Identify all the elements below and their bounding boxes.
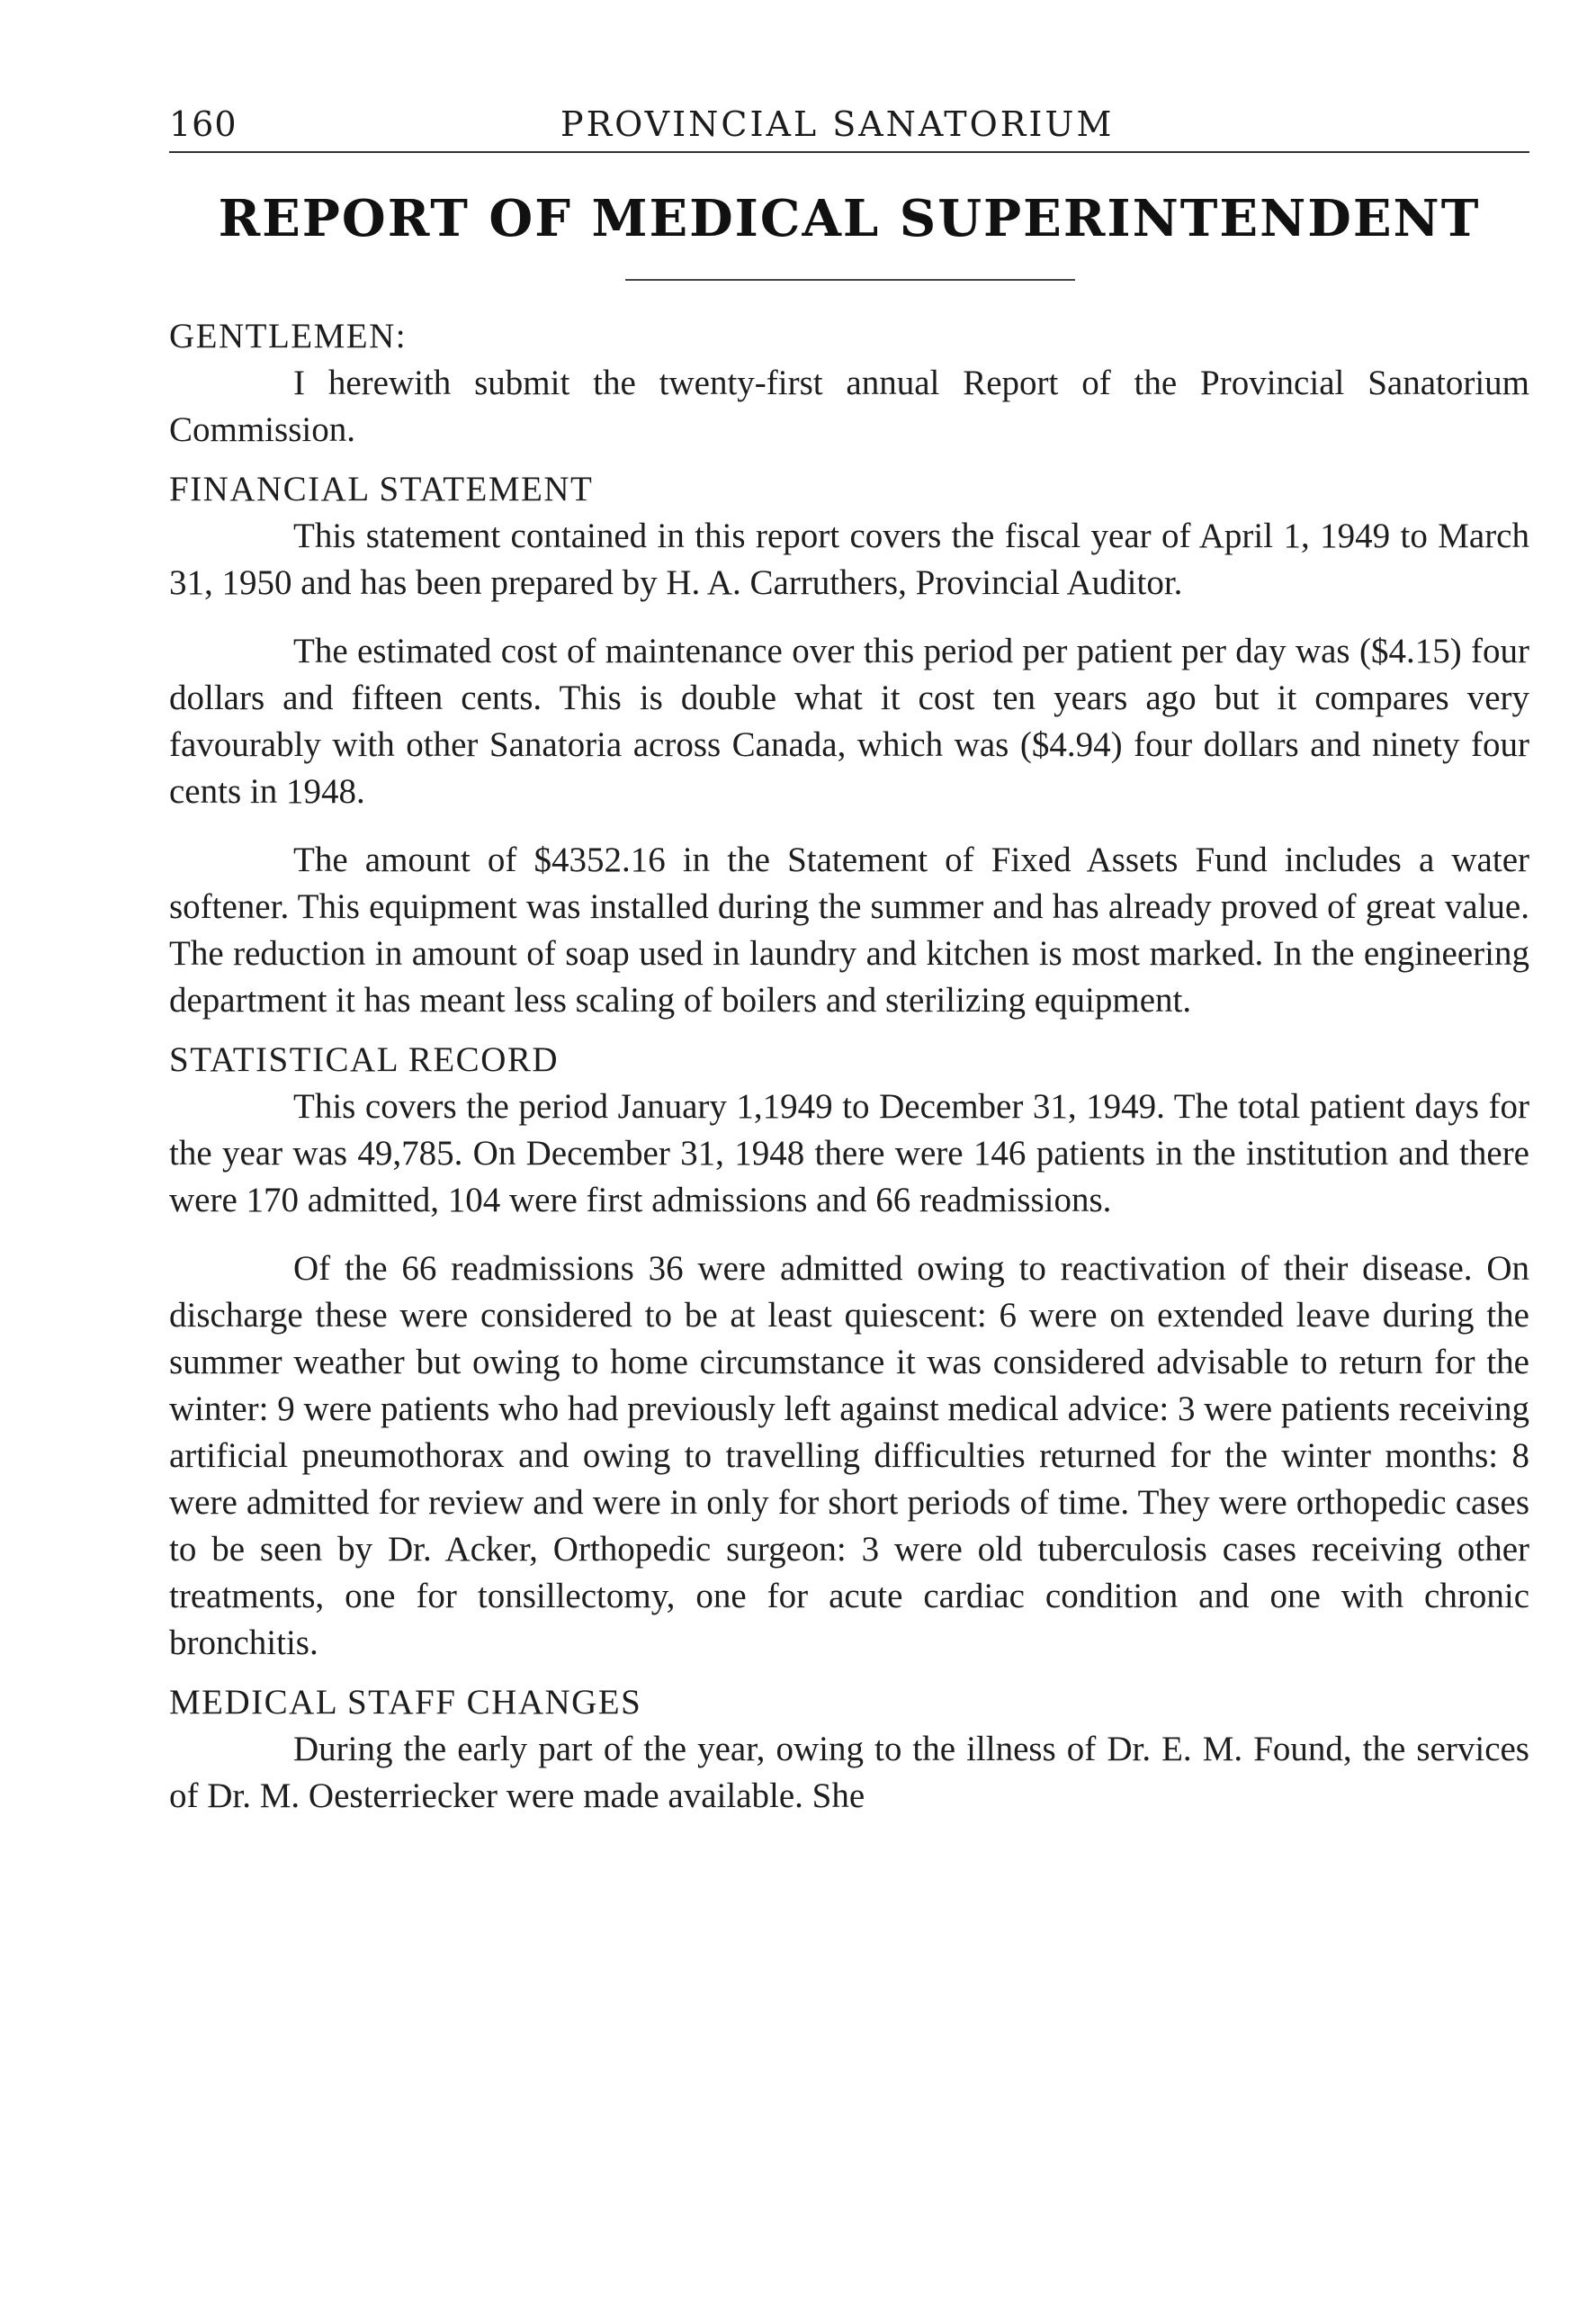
report-title: REPORT OF MEDICAL SUPERINTENDENT	[218, 189, 1481, 248]
section-heading-financial: FINANCIAL STATEMENT	[169, 470, 594, 508]
spacer	[169, 454, 1529, 466]
spacer	[169, 1667, 1529, 1679]
title-rule	[625, 279, 1075, 281]
spacer	[169, 1024, 1529, 1037]
financial-paragraph-1: This statement contained in this report covers the fiscal year of April 1, 1949 to March 31, 1950 and has been prepared by H. A. Carruthers, Provincial Auditor.	[169, 517, 1529, 602]
salutation: GENTLEMEN:	[169, 317, 408, 355]
section-heading-staff: MEDICAL STAFF CHANGES	[169, 1683, 642, 1722]
statistical-paragraph-2: Of the 66 readmissions 36 were admitted owing to reactivation of their disease. On discharge these were considered to be at least quiescent: 6 were on extended leave during the summer weather but owing to home circumstance it was considered advisable to return for the winter: 9 were patients who had previously left against medical advice: 3 were patients receiving artificial pneumothorax and owing to travelling difficulties returned for the winter months: 8 were admitted for review and were in only for short periods of time. They were orthopedic cases to be seen by Dr. Acker, Orthopedic surgeon: 3 were old tuberculosis cases receiving other treatments, one for tonsillectomy, one for acute cardiac condition and one with chronic bronchitis.	[169, 1249, 1529, 1662]
spacer	[169, 1224, 1529, 1245]
page-number: 160	[169, 104, 238, 144]
financial-paragraph-2: The estimated cost of maintenance over this period per patient per day was ($4.15) four dollars and fifteen cents. This is double what it cost ten years ago but it compares very favourably with other Sanatoria across Canada, which was ($4.94) four dollars and ninety four cents in 1948.	[169, 632, 1529, 811]
header-rule	[169, 151, 1529, 153]
intro-paragraph: I herewith submit the twenty-first annual Report of the Provincial Sanatorium Commission.	[169, 364, 1529, 449]
statistical-paragraph-1: This covers the period January 1,1949 to December 31, 1949. The total patient days for the year was 49,785. On December 31, 1948 there were 146 patients in the institution and there were 170 admitted, 104 were first admissions and 66 readmissions.	[169, 1087, 1529, 1219]
staff-paragraph-1: During the early part of the year, owing to the illness of Dr. E. M. Found, the services of Dr. M. Oesterriecker were made available. She	[169, 1730, 1529, 1815]
section-heading-statistical: STATISTICAL RECORD	[169, 1040, 560, 1079]
running-header	[169, 101, 1529, 155]
report-body	[169, 313, 1529, 1820]
spacer	[169, 815, 1529, 837]
spacer	[169, 607, 1529, 628]
running-title: PROVINCIAL SANATORIUM	[560, 104, 1115, 144]
financial-paragraph-3: The amount of $4352.16 in the Statement of Fixed Assets Fund includes a water softener. This equipment was installed during the summer and has already proved of great value. The reduction in amount of soap used in laundry and kitchen is most marked. In the engineering department it has meant less scaling of boilers and sterilizing equipment.	[169, 841, 1529, 1020]
